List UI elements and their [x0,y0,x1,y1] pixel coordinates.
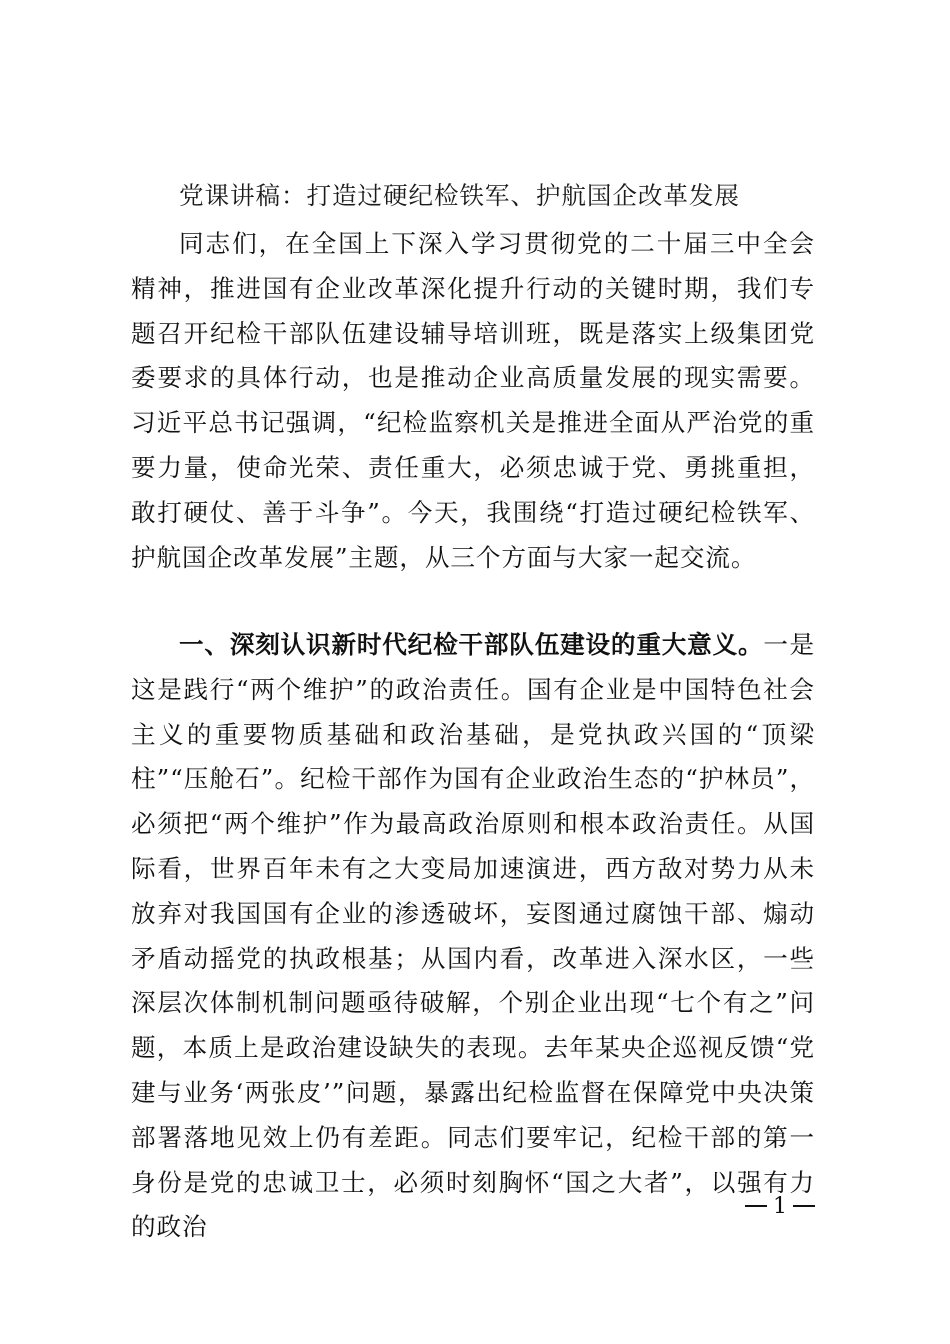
paragraph-text [131,222,815,580]
page-number-value: 1 [773,1193,787,1219]
document-title: 党课讲稿：打造过硬纪检铁军、护航国企改革发展 [179,181,740,210]
dash-left [745,1205,767,1207]
dash-right [793,1205,815,1207]
section-heading-lead: 一、深刻认识新时代纪检干部队伍建设的重大意义。 [179,630,764,659]
paragraph-body: 一是这是践行“两个维护”的政治责任。国有企业是中国特色社会主义的重要物质基础和政治基础，是党执政兴国的“顶梁柱”“压舱石”。纪检干部作为国有企业政治生态的“护林员”，必须把“两个维护”作为最高政治原则和根本政治责任。从国际看，世界百年未有之大变局加速演进，西方敌对势力从未放弃对我国国有企业的渗透破坏，妄图通过腐蚀干部、煽动矛盾动摇党的执政根基；从国内看，改革进入深水区，一些深层次体制机制问题亟待破解，个别企业出现“七个有之”问题，本质上是政治建设缺失的表现。去年某央企巡视反馈“党建与业务‘两张皮’”问题，暴露出纪检监督在保障党中央决策部署落地见效上仍有差距。同志们要牢记，纪检干部的第一身份是党的忠诚卫士，必须时刻胸怀“国之大者”，以强有力的政治 [131,630,815,1242]
paragraph-body: 同志们，在全国上下深入学习贯彻党的二十届三中全会精神，推进国有企业改革深化提升行动的关键时期，我们专题召开纪检干部队伍建设辅导培训班，既是落实上级集团党委要求的具体行动，也是推动企业高质量发展的现实需要。习近平总书记强调，“纪检监察机关是推进全面从严治党的重要力量，使命光荣、责任重大，必须忠诚于党、勇挑重担，敢打硬仗、善于斗争”。今天，我围绕“打造过硬纪检铁军、护航国企改革发展”主题，从三个方面与大家一起交流。 [131,229,815,572]
page-number [745,1190,820,1222]
paragraph-2 [131,623,815,1250]
paragraph-1 [131,222,815,580]
paragraph-text [131,623,815,1250]
